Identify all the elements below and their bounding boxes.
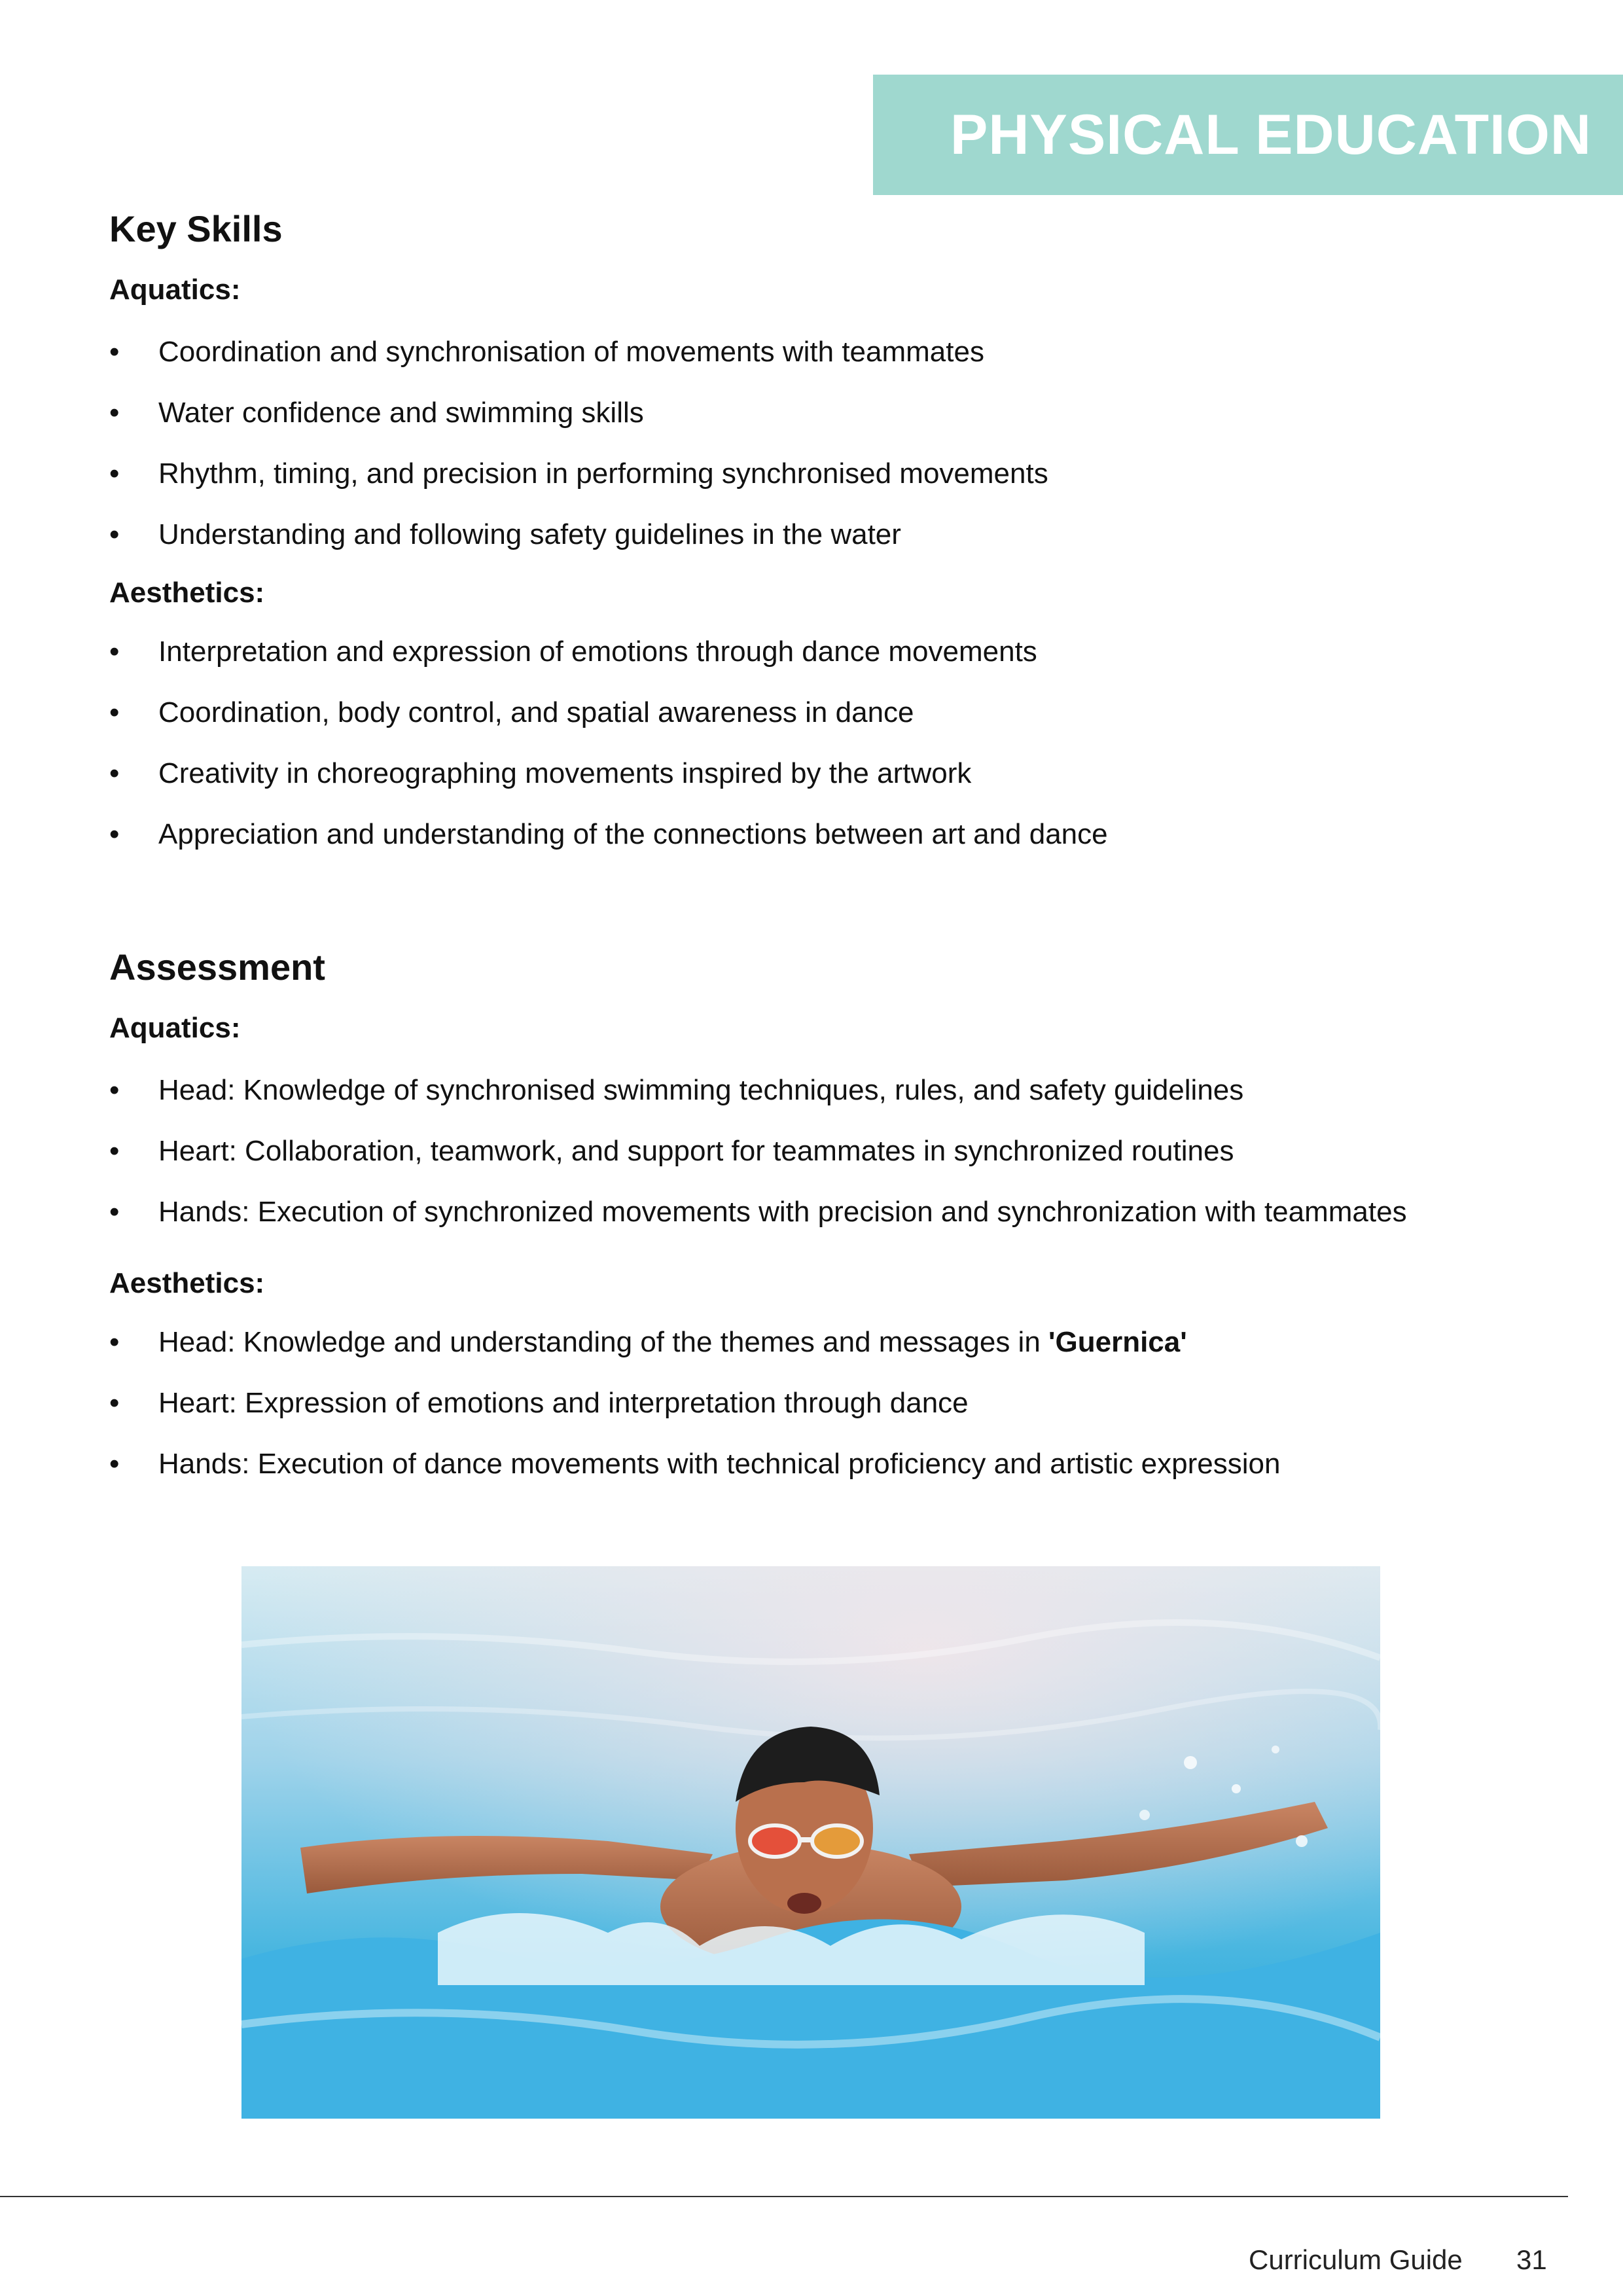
head-item-text: Head: Knowledge and understanding of the themes and messages in [158, 1326, 1049, 1358]
list-item: • Understanding and following safety guidelines in the water [109, 504, 1549, 565]
main-content [109, 200, 1549, 1494]
assessment-aquatics-list [109, 1060, 1549, 1242]
list-item: • Coordination, body control, and spatial awareness in dance [109, 682, 1549, 743]
list-item: • Water confidence and swimming skills [109, 382, 1549, 443]
list-item: • Appreciation and understanding of the connections between art and dance [109, 804, 1549, 865]
assessment-aesthetics-list [109, 1312, 1549, 1494]
list-item: • Rhythm, timing, and precision in performing synchronised movements [109, 443, 1549, 504]
list-item: • Heart: Collaboration, teamwork, and support for teammates in synchronized routines [109, 1121, 1549, 1181]
assessment-heading: Assessment [109, 946, 325, 988]
key-skills-aesthetics-label: Aesthetics: [109, 577, 265, 609]
list-item: • Heart: Expression of emotions and interpretation through dance [109, 1372, 1549, 1433]
footer-divider [0, 2196, 1568, 2197]
section-banner [873, 75, 1623, 195]
assessment-aesthetics-label: Aesthetics: [109, 1267, 265, 1299]
key-skills-aesthetics-list [109, 621, 1549, 865]
footer-guide-label: Curriculum Guide [1249, 2244, 1463, 2275]
list-item: • Creativity in choreographing movements inspired by the artwork [109, 743, 1549, 804]
footer-page-number: 31 [1516, 2244, 1547, 2275]
key-skills-aquatics-label: Aquatics: [109, 274, 241, 306]
list-item: • Hands: Execution of synchronized movements with precision and synchronization with teammates [109, 1181, 1549, 1242]
key-skills-aquatics-list [109, 321, 1549, 565]
list-item: • Hands: Execution of dance movements with technical proficiency and artistic expression [109, 1433, 1549, 1494]
banner-title: PHYSICAL EDUCATION [950, 103, 1592, 166]
key-skills-heading: Key Skills [109, 208, 283, 249]
list-item [109, 1312, 1549, 1372]
assessment-aquatics-label: Aquatics: [109, 1012, 241, 1044]
list-item: • Coordination and synchronisation of movements with teammates [109, 321, 1549, 382]
guernica-title: 'Guernica' [1048, 1326, 1187, 1358]
list-item: • Interpretation and expression of emotions through dance movements [109, 621, 1549, 682]
swimmer-photo [241, 1566, 1380, 2119]
list-item: • Head: Knowledge of synchronised swimming techniques, rules, and safety guidelines [109, 1060, 1549, 1121]
